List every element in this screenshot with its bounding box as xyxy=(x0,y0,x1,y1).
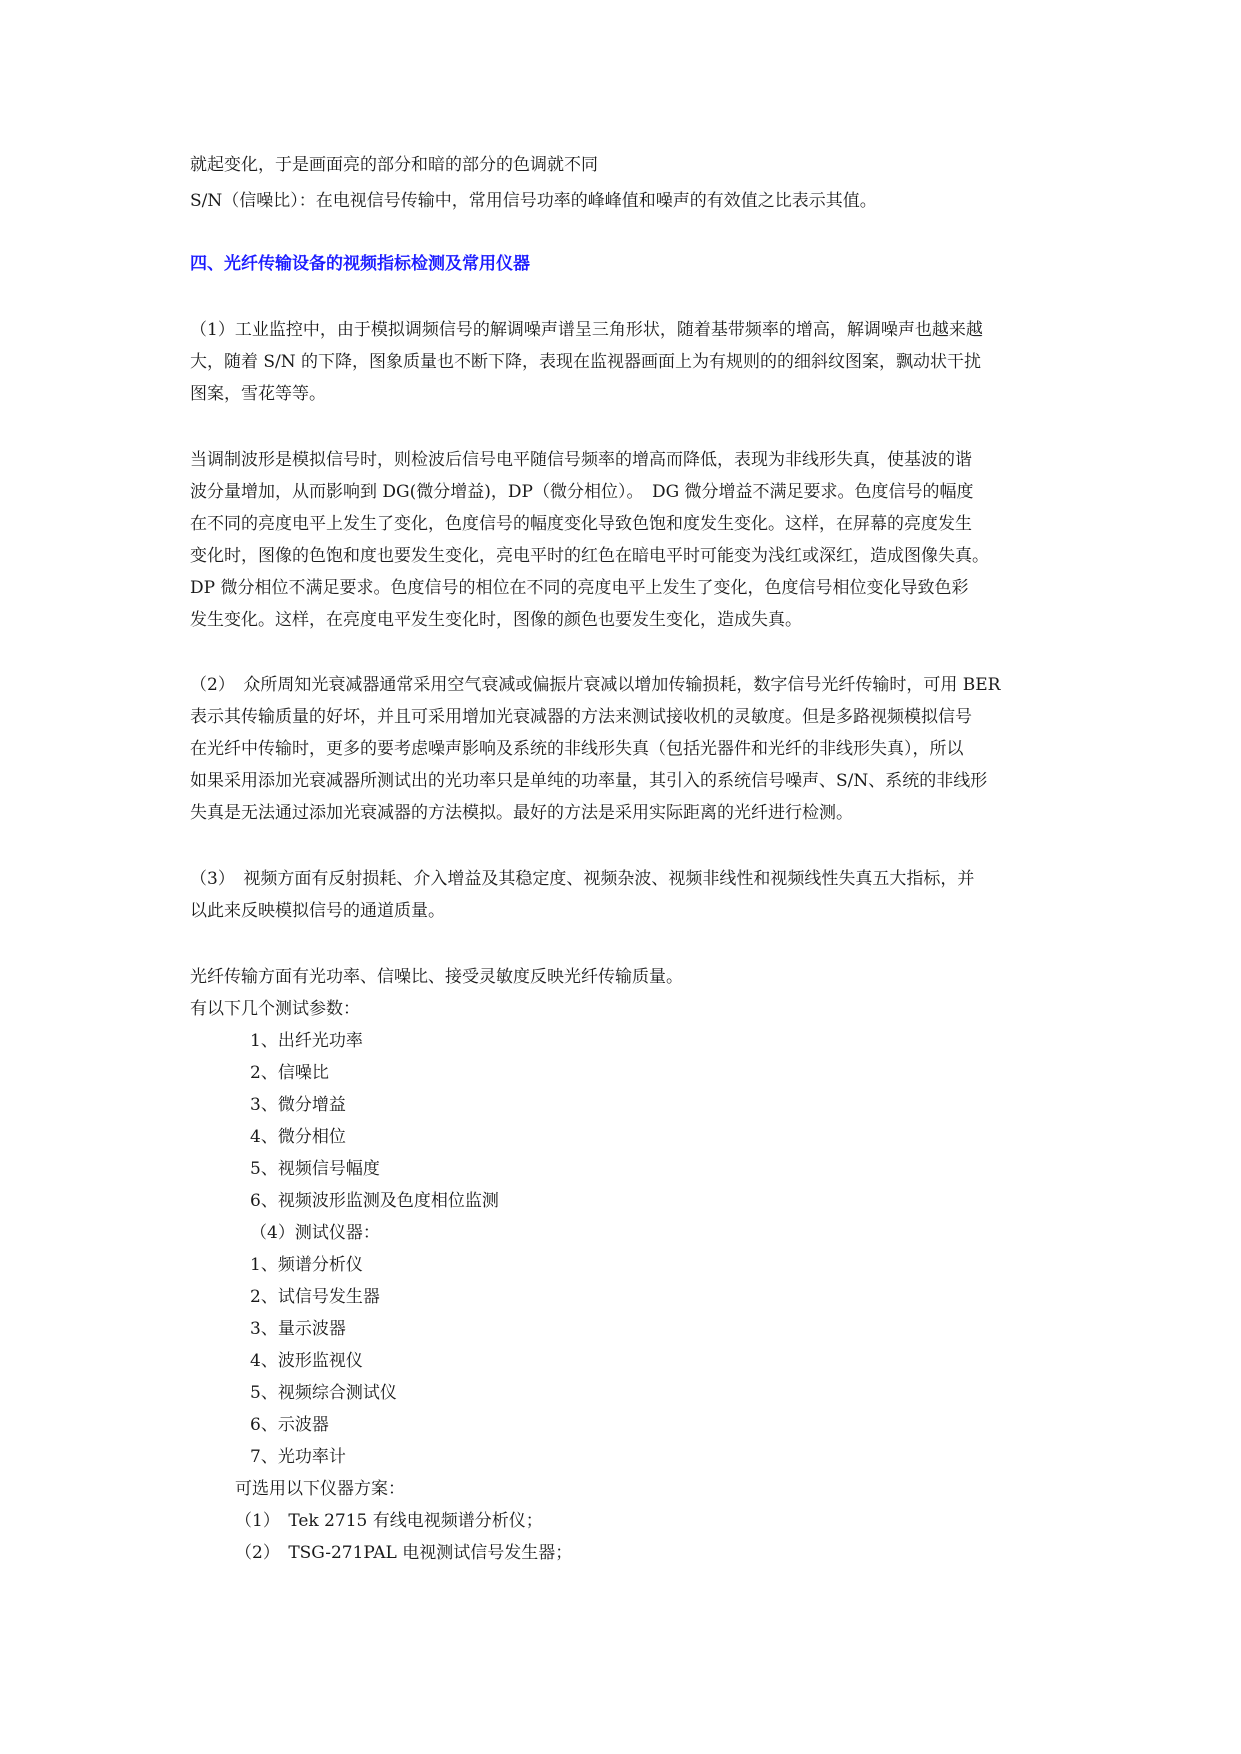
list-item: 6、示波器 xyxy=(250,1415,329,1435)
text-line: 在光纤中传输时，更多的要考虑噪声影响及系统的非线形失真（包括光器件和光纤的非线形失真），所以 xyxy=(190,739,964,759)
text-line: 当调制波形是模拟信号时，则检波后信号电平随信号频率的增高而降低，表现为非线形失真，使基波的谐 xyxy=(190,450,972,470)
text-line: DP 微分相位不满足要求。色度信号的相位在不同的亮度电平上发生了变化，色度信号相位变化导致色彩 xyxy=(190,578,969,598)
section-heading: 四、光纤传输设备的视频指标检测及常用仪器 xyxy=(190,254,530,274)
list-item: 1、频谱分析仪 xyxy=(250,1255,363,1275)
text-line: 表示其传输质量的好坏，并且可采用增加光衰减器的方法来测试接收机的灵敏度。但是多路视频模拟信号 xyxy=(190,707,972,727)
list-item: 4、微分相位 xyxy=(250,1127,346,1147)
list-item: 5、视频信号幅度 xyxy=(250,1159,380,1179)
text-line: 以此来反映模拟信号的通道质量。 xyxy=(190,901,445,921)
text-line: （1）工业监控中，由于模拟调频信号的解调噪声谱呈三角形状，随着基带频率的增高，解调噪声也越来越 xyxy=(190,320,983,340)
text-line: 大，随着 S/N 的下降，图象质量也不断下降，表现在监视器画面上为有规则的的细斜纹图案，飘动状干扰 xyxy=(190,352,982,372)
text-line: 光纤传输方面有光功率、信噪比、接受灵敏度反映光纤传输质量。 xyxy=(190,967,683,987)
text-line: 图案，雪花等等。 xyxy=(190,384,326,404)
text-line: （2） 众所周知光衰减器通常采用空气衰减或偏振片衰减以增加传输损耗，数字信号光纤传输时，可用 BER xyxy=(190,675,1001,695)
list-item: 2、试信号发生器 xyxy=(250,1287,380,1307)
text-line: 如果采用添加光衰减器所测试出的光功率只是单纯的功率量，其引入的系统信号噪声、S/N、系统的非线形 xyxy=(190,771,988,791)
text-line: 就起变化，于是画面亮的部分和暗的部分的色调就不同 xyxy=(190,155,598,175)
list-item: 1、出纤光功率 xyxy=(250,1031,363,1051)
list-item: 2、信噪比 xyxy=(250,1063,329,1083)
list-item: 5、视频综合测试仪 xyxy=(250,1383,397,1403)
list-title: 可选用以下仪器方案： xyxy=(235,1479,405,1499)
list-item: 7、光功率计 xyxy=(250,1447,346,1467)
list-item: （2） TSG-271PAL 电视测试信号发生器； xyxy=(235,1543,573,1563)
list-item: （1） Tek 2715 有线电视频谱分析仪； xyxy=(235,1511,543,1531)
list-item: 6、视频波形监测及色度相位监测 xyxy=(250,1191,499,1211)
list-item: 4、波形监视仪 xyxy=(250,1351,363,1371)
list-item: 3、量示波器 xyxy=(250,1319,346,1339)
text-line: （3） 视频方面有反射损耗、介入增益及其稳定度、视频杂波、视频非线性和视频线性失真五大指标，并 xyxy=(190,869,975,889)
text-line: 波分量增加，从而影响到 DG(微分增益)，DP（微分相位）。 DG 微分增益不满足要求。色度信号的幅度 xyxy=(190,482,974,502)
text-line: 发生变化。这样，在亮度电平发生变化时，图像的颜色也要发生变化，造成失真。 xyxy=(190,610,802,630)
list-title: （4）测试仪器： xyxy=(250,1223,380,1243)
text-line: 失真是无法通过添加光衰减器的方法模拟。最好的方法是采用实际距离的光纤进行检测。 xyxy=(190,803,853,823)
list-item: 3、微分增益 xyxy=(250,1095,346,1115)
text-line: 变化时，图像的色饱和度也要发生变化，亮电平时的红色在暗电平时可能变为浅红或深红，造成图像失真。 xyxy=(190,546,989,566)
text-line: 在不同的亮度电平上发生了变化，色度信号的幅度变化导致色饱和度发生变化。这样，在屏幕的亮度发生 xyxy=(190,514,972,534)
text-line: S/N（信噪比）：在电视信号传输中，常用信号功率的峰峰值和噪声的有效值之比表示其值。 xyxy=(190,191,877,211)
text-line: 有以下几个测试参数： xyxy=(190,999,360,1019)
